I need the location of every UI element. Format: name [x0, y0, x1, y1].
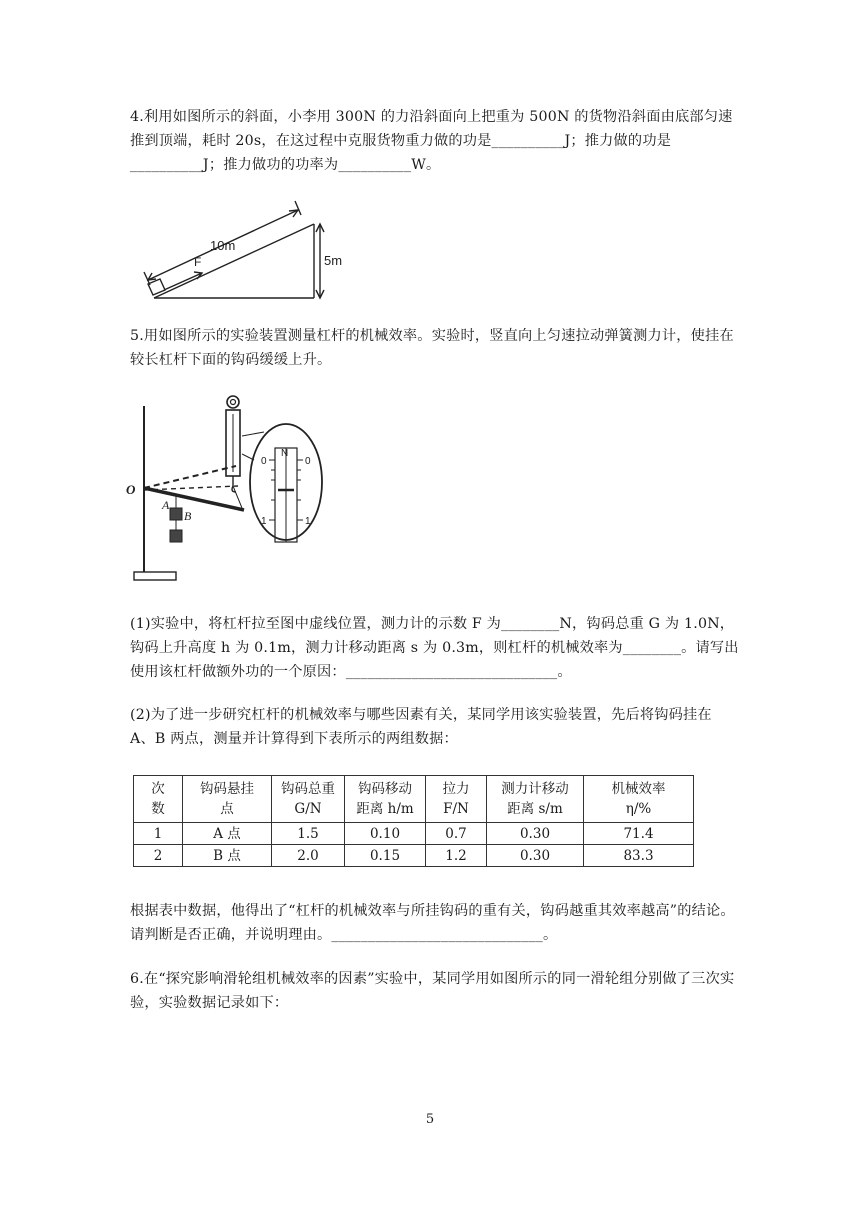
- force-label: F: [194, 255, 202, 269]
- incline-diagram: [138, 196, 343, 304]
- question-5-text: 5.用如图所示的实验装置测量杠杆的机械效率。实验时，竖直向上匀速拉动弹簧测力计，使挂在较长杠杆下面的钩码缓缓上升。: [130, 328, 734, 368]
- question-5-part-2: (2)为了进一步研究杠杆的机械效率与哪些因素有关，某同学用该实验装置，先后将钩码挂在 A、B 两点，测量并计算得到下表所示的两组数据：: [130, 707, 712, 747]
- table-cell: 71.4: [584, 823, 694, 845]
- table-cell: 1.2: [426, 845, 487, 867]
- lever-apparatus-diagram: [126, 390, 326, 586]
- table-cell: 1: [134, 823, 183, 845]
- question-4-text: 4.利用如图所示的斜面，小李用 300N 的力沿斜面向上把重为 500N 的货物沿斜面由底部匀速推到顶端，耗时 20s，在这过程中克服货物重力做的功是__________J；推力做的功是__________J；推力做功的功率为__________W。: [130, 109, 733, 173]
- incline-height-label: 5m: [324, 253, 343, 268]
- question-5-conclusion: 根据表中数据，他得出了“杠杆的机械效率与所挂钩码的重有关，钩码越重其效率越高”的结论。请判断是否正确，并说明理由。_____________________________。: [130, 903, 735, 943]
- table-cell: 2: [134, 845, 183, 867]
- table-cell: 0.30: [487, 823, 584, 845]
- table-cell: 2.0: [272, 845, 345, 867]
- question-5-part-1: (1)实验中，将杠杆拉至图中虚线位置，测力计的示数 F 为________N，钩码总重 G 为 1.0N，钩码上升高度 h 为 0.1m，测力计移动距离 s 为 0.3m，则杠杆的机械效率为________。请写出使用该杠杆做额外功的一个原因：_____________________________。: [130, 616, 739, 680]
- table-header-cell: 钩码总重 G/N: [272, 776, 345, 823]
- question-6-text: 6.在“探究影响滑轮组机械效率的因素”实验中，某同学用如图所示的同一滑轮组分别做了三次实验，实验数据记录如下：: [130, 971, 735, 1011]
- table-header-cell: 机械效率 η/%: [584, 776, 694, 823]
- table-cell: 1.5: [272, 823, 345, 845]
- scale-right-one: 1: [305, 516, 311, 527]
- scale-unit-label: N: [281, 448, 289, 459]
- table-header-cell: 钩码悬挂 点: [183, 776, 272, 823]
- point-a-label: A: [162, 498, 170, 512]
- table-cell: B 点: [183, 845, 272, 867]
- table-cell: 83.3: [584, 845, 694, 867]
- scale-right-zero: 0: [305, 456, 311, 467]
- scale-left-one: 1: [261, 516, 267, 527]
- table-cell: 0.15: [345, 845, 426, 867]
- point-b-label: B: [184, 509, 192, 523]
- table-cell: 0.10: [345, 823, 426, 845]
- pivot-label: O: [126, 482, 136, 497]
- page-number: 5: [425, 1112, 435, 1127]
- table-cell: A 点: [183, 823, 272, 845]
- table-row: [134, 845, 694, 867]
- table-row: [134, 823, 694, 845]
- scale-left-zero: 0: [261, 456, 267, 467]
- table-header-cell: 次 数: [134, 776, 183, 823]
- lever-data-table: [133, 775, 694, 867]
- incline-length-label: 10m: [210, 238, 236, 253]
- table-header-cell: 测力计移动 距离 s/m: [487, 776, 584, 823]
- table-cell: 0.30: [487, 845, 584, 867]
- table-cell: 0.7: [426, 823, 487, 845]
- table-header-cell: 钩码移动 距离 h/m: [345, 776, 426, 823]
- table-header-row: [134, 776, 694, 823]
- table-header-cell: 拉力 F/N: [426, 776, 487, 823]
